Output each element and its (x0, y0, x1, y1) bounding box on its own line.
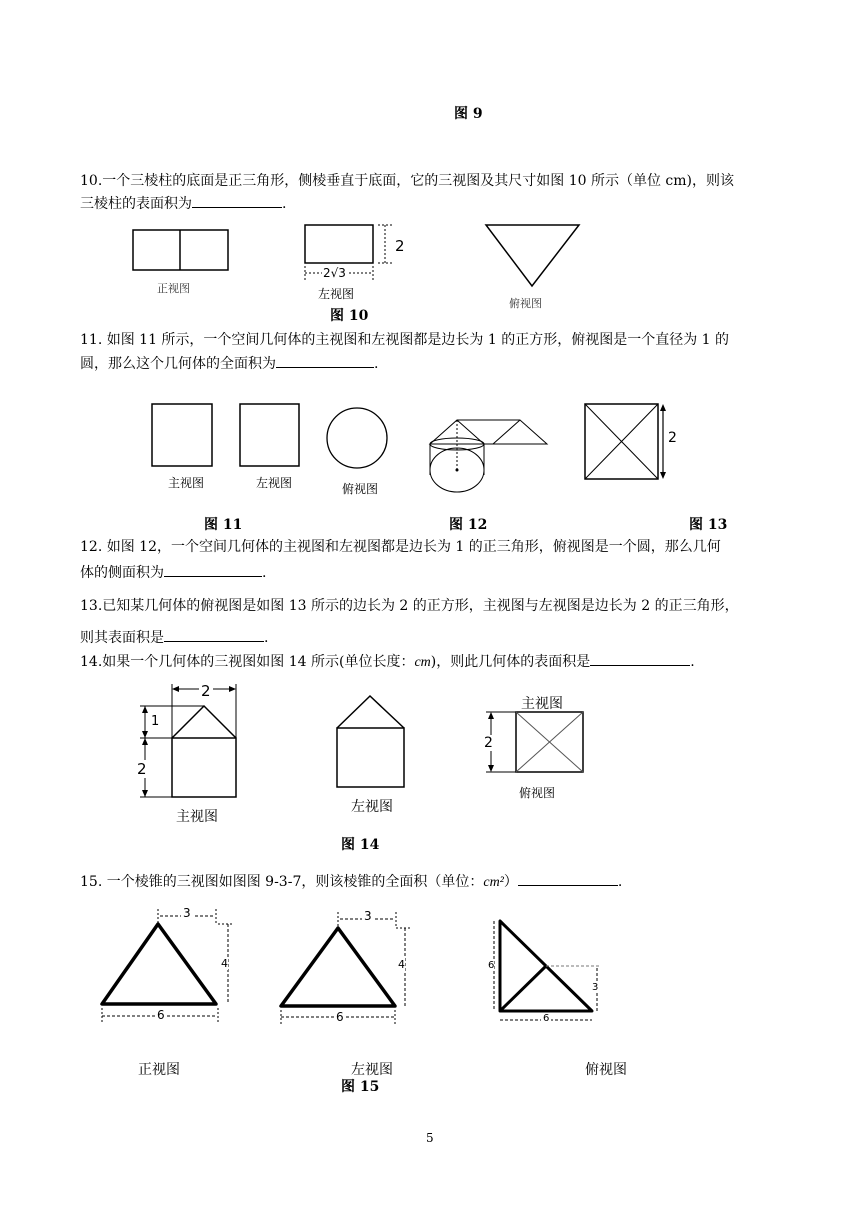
fig14-main-label: 主视图 (176, 809, 218, 825)
fig15-front-triangle (102, 924, 216, 1004)
fig12-caption: 图 12 (449, 517, 488, 533)
fig14-body-label: 2 (137, 760, 147, 778)
fig9-caption: 图 9 (454, 106, 483, 122)
q14-text: 14.如果一个几何体的三视图如图 14 所示(单位长度： (80, 654, 415, 670)
q15-text-mid: ） (503, 874, 518, 890)
q13-period: . (264, 630, 269, 646)
fig15-front-height-label: 4 (221, 957, 228, 970)
fig11-side-label: 左视图 (256, 476, 293, 490)
q11-text: 圆，那么这个几何体的全面积为 (80, 356, 276, 372)
q15-text: 15. 一个棱锥的三视图如图图 9-3-7，则该棱锥的全面积（单位： (80, 874, 484, 890)
q15-period: . (617, 874, 623, 890)
fig15-top-base-label: 6 (543, 1013, 550, 1024)
fig14-side-label: 左视图 (351, 799, 393, 815)
fig15-caption: 图 15 (341, 1079, 380, 1095)
page-number: 5 (426, 1131, 434, 1145)
fig10-height-label: 2 (395, 237, 405, 255)
q15-unit: cm² (483, 875, 504, 890)
fig10-front-label: 正视图 (157, 282, 190, 295)
q12-text: 体的侧面积为 (80, 565, 164, 581)
q11-period: . (374, 356, 379, 372)
fig14-top-label: 俯视图 (519, 786, 556, 800)
fig10-caption: 图 10 (330, 308, 369, 324)
fig15-side-base-label: 6 (336, 1010, 344, 1024)
fig13-dim-label: 2 (668, 430, 677, 446)
q12-line1: 12. 如图 12，一个空间几何体的主视图和左视图都是边长为 1 的正三角形，俯视图是一个圆，那么几何 (80, 539, 721, 555)
q12-period: . (262, 565, 267, 581)
fig15-top-label: 俯视图 (585, 1062, 627, 1078)
fig15-top-inner-label: 3 (592, 982, 599, 993)
q14-text-mid: )，则此几何体的表面积是 (430, 654, 591, 670)
q10-text: 三棱柱的表面积为 (80, 196, 192, 212)
fig10-width-label: 2√3 (323, 266, 346, 280)
q10-period: . (282, 196, 287, 212)
fig15-side-half-label: 3 (364, 909, 372, 923)
q11-line1: 11. 如图 11 所示，一个空间几何体的主视图和左视图都是边长为 1 的正方形，俯视图是一个直径为 1 的 (80, 332, 730, 348)
q10-line1: 10.一个三棱柱的底面是正三角形，侧棱垂直于底面，它的三视图及其尺寸如图 10 所示（单位 cm)，则该 (80, 173, 735, 189)
fig15-side-label: 左视图 (351, 1062, 393, 1078)
fig14-roof-label: 1 (151, 714, 160, 729)
fig11-main-label: 主视图 (168, 476, 205, 490)
fig14-width-label: 2 (201, 682, 211, 700)
fig14-top-heading: 主视图 (521, 696, 563, 712)
q14-unit: cm (414, 655, 431, 670)
fig15-front-base-label: 6 (157, 1008, 165, 1022)
fig10-top-label: 俯视图 (509, 297, 542, 310)
q13-text: 则其表面积是 (80, 630, 164, 646)
fig15-front-label: 正视图 (138, 1062, 180, 1078)
fig10-side-label: 左视图 (318, 287, 355, 301)
fig15-front-half-label: 3 (183, 906, 191, 920)
fig15-top-h-label: 6 (488, 960, 495, 971)
fig14-caption: 图 14 (341, 837, 380, 853)
fig15-top-edge-1 (500, 966, 546, 1011)
fig15-side-triangle (281, 928, 395, 1006)
fig15-top-edge-2 (546, 966, 592, 1011)
fig15-side-height-label: 4 (398, 958, 405, 971)
q13-line1: 13.已知某几何体的俯视图是如图 13 所示的边长为 2 的正方形，主视图与左视图是边长为 2 的正三角形， (80, 598, 739, 614)
q14-period: . (690, 654, 695, 670)
fig11-caption: 图 11 (204, 517, 243, 533)
fig14-top-dim-label: 2 (484, 735, 493, 751)
fig11-top-label: 俯视图 (342, 482, 379, 496)
fig13-caption: 图 13 (689, 517, 728, 533)
